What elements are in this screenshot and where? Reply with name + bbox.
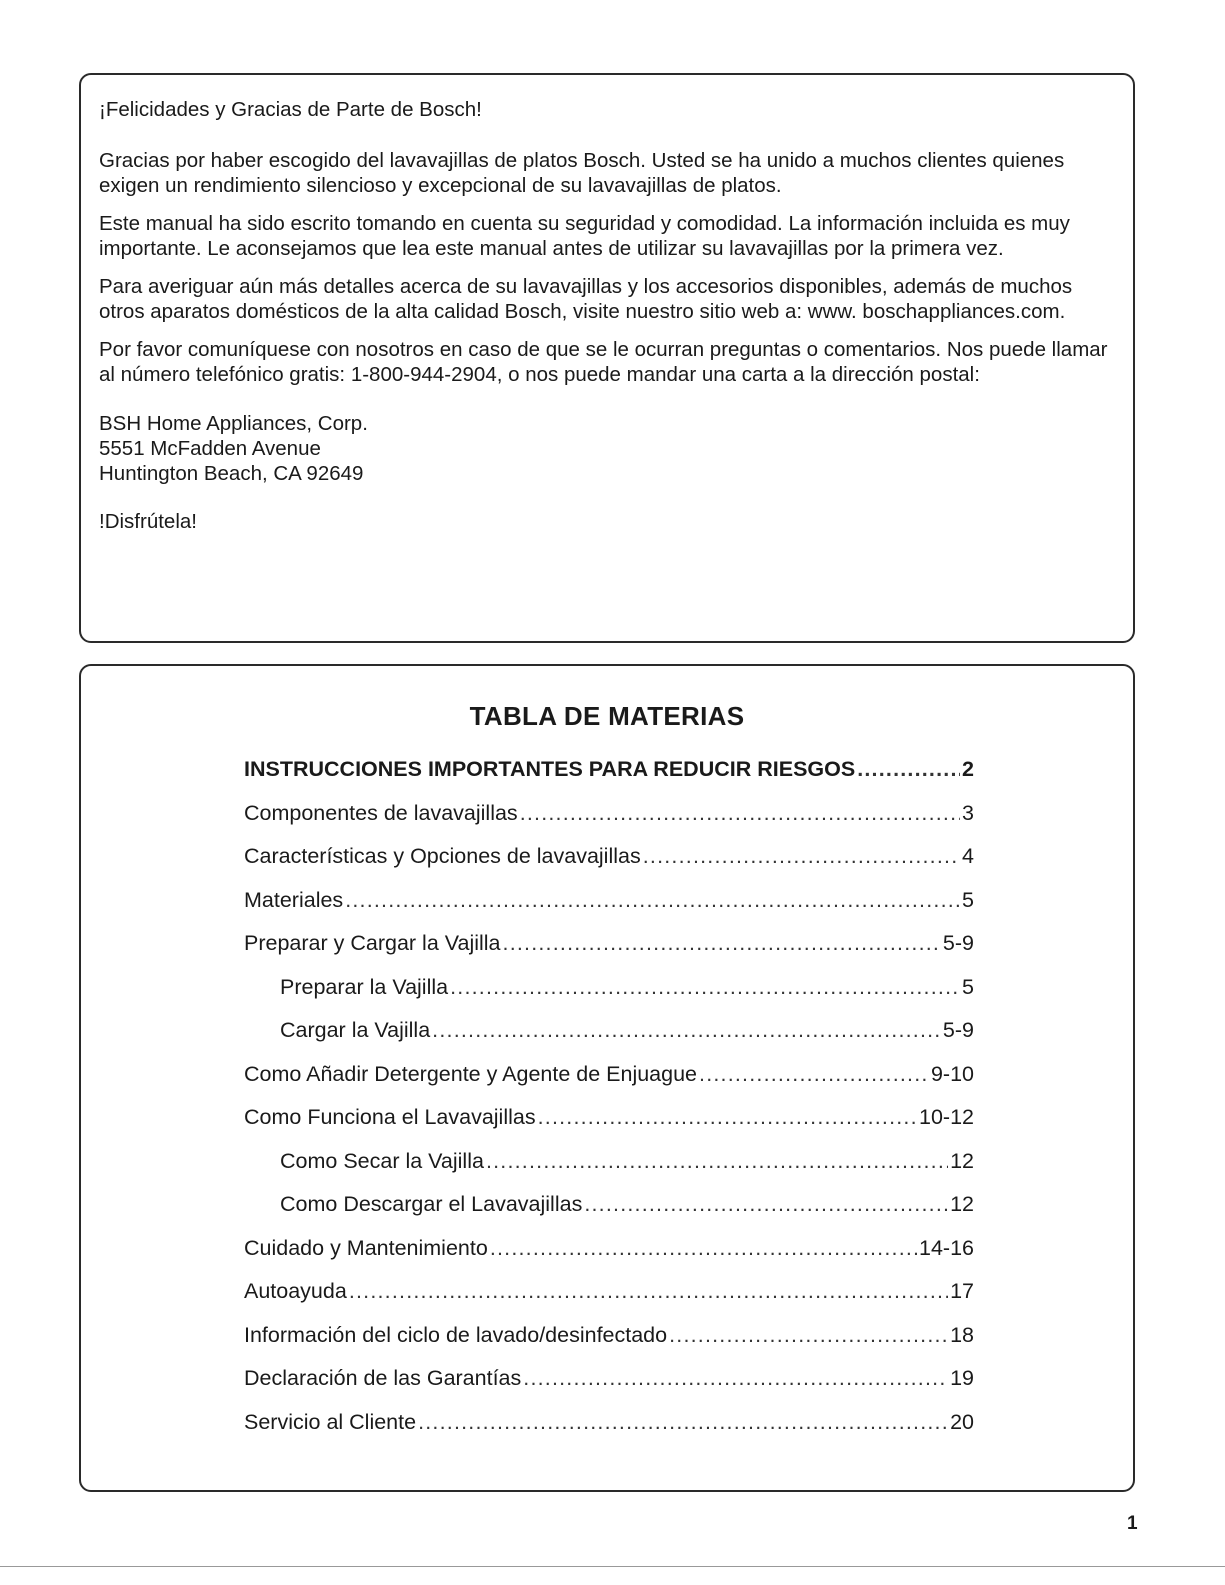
address-line-city: Huntington Beach, CA 92649 (99, 462, 364, 485)
toc-dot-leader (486, 1149, 948, 1174)
toc-entry-label: Como Descargar el Lavavajillas (280, 1192, 583, 1216)
toc-dot-leader (699, 1062, 929, 1087)
greeting: ¡Felicidades y Gracias de Parte de Bosch! (99, 98, 482, 121)
toc-entry-label: Cargar la Vajilla (280, 1018, 431, 1042)
toc-entry-label: Como Secar la Vajilla (280, 1148, 484, 1173)
intro-paragraph-contact: Por favor comuníquese con nosotros en caso de que se le ocurran preguntas o comentarios. Nos puede llamar al número telefónico gratis: 1-800-944-2904, o nos puede mandar una carta a la dirección postal: (99, 338, 1108, 386)
toc-entry (244, 931, 974, 975)
toc-entry-page: 5 (962, 974, 974, 999)
toc-entry-page: 12 (950, 1148, 974, 1173)
toc-entry-label: Preparar y Cargar la Vajilla (244, 931, 501, 955)
intro-paragraph-manual: Este manual ha sido escrito tomando en cuenta su seguridad y comodidad. La información incluida es muy importante. Le aconsejamos que lea este manual antes de utilizar su lavavajillas por la primera vez. (99, 212, 1070, 260)
toc-entry-label: Características y Opciones de lavavajillas (244, 844, 641, 868)
intro-box (79, 73, 1135, 643)
toc-entry-label: Como Añadir Detergente y Agente de Enjuague (244, 1061, 698, 1086)
intro-paragraph-thanks: Gracias por haber escogido del lavavajillas de platos Bosch. Usted se ha unido a muchos clientes quienes exigen un rendimiento silencioso y excepcional de su lavavajillas de platos. (99, 149, 1065, 197)
toc-entry-page: 18 (950, 1322, 974, 1347)
toc-dot-leader (432, 1018, 941, 1043)
toc-entry-label: Cuidado y Mantenimiento (244, 1235, 488, 1260)
toc-entry-label: Preparar la Vajilla (280, 974, 449, 999)
toc-dot-leader (418, 1410, 948, 1435)
toc-entry (244, 1236, 974, 1280)
toc-subentry (244, 975, 974, 1019)
toc-dot-leader (520, 801, 960, 826)
toc-dot-leader (523, 1366, 948, 1391)
toc-entry-page: 5 (962, 887, 974, 912)
toc-entry-page: 17 (950, 1279, 974, 1303)
toc-dot-leader (669, 1323, 948, 1348)
toc-entry (244, 888, 974, 932)
toc-entry-label: Autoayuda (244, 1279, 347, 1303)
toc-entry (244, 1366, 974, 1410)
closing-text: !Disfrútela! (99, 510, 197, 533)
toc-dot-leader (538, 1105, 917, 1130)
toc-entry (244, 757, 974, 801)
toc-entry-page: 19 (950, 1366, 974, 1390)
toc-entry-label: Información del ciclo de lavado/desinfectado (244, 1322, 668, 1347)
bottom-rule (0, 1566, 1225, 1567)
toc-entry-page: 14-16 (919, 1235, 974, 1260)
toc-entry-label: Servicio al Cliente (244, 1409, 417, 1434)
toc-subentry (244, 1192, 974, 1236)
toc-entry (244, 1323, 974, 1367)
toc-dot-leader (345, 888, 960, 913)
toc-entry (244, 1279, 974, 1323)
table-of-contents-box (79, 664, 1135, 1492)
toc-dot-leader (503, 931, 941, 956)
page-number: 1 (1127, 1513, 1138, 1534)
toc-entry-label: Materiales (244, 887, 344, 912)
toc-dot-leader (643, 844, 960, 869)
toc-list (244, 757, 974, 1453)
intro-paragraph-website: Para averiguar aún más detalles acerca de su lavavajillas y los accesorios disponibles, además de muchos otros aparatos domésticos de la alta calidad Bosch, visite nuestro sitio web a: www. boschappliances.com. (99, 275, 1073, 323)
toc-entry-label: Componentes de lavavajillas (244, 800, 518, 825)
toc-entry-page: 12 (950, 1192, 974, 1216)
toc-entry-page: 9-10 (930, 1061, 974, 1086)
address-line-company: BSH Home Appliances, Corp. (99, 412, 368, 435)
toc-dot-leader (857, 757, 960, 782)
toc-entry-page: 4 (962, 844, 974, 868)
toc-entry-label: Como Funciona el Lavavajillas (244, 1105, 536, 1129)
postal-address (99, 411, 1113, 486)
toc-title: TABLA DE MATERIAS (469, 701, 745, 731)
toc-dot-leader (490, 1236, 917, 1261)
toc-dot-leader (349, 1279, 948, 1304)
toc-entry-page: 3 (962, 800, 974, 825)
toc-dot-leader (584, 1192, 948, 1217)
address-line-street: 5551 McFadden Avenue (99, 437, 321, 460)
toc-subentry (244, 1149, 974, 1193)
toc-entry-label: INSTRUCCIONES IMPORTANTES PARA REDUCIR RIESGOS (244, 757, 856, 781)
toc-entry (244, 801, 974, 845)
toc-entry-page: 20 (950, 1409, 974, 1434)
toc-subentry (244, 1018, 974, 1062)
toc-entry-page: 5-9 (942, 1018, 974, 1042)
toc-entry-page: 10-12 (919, 1105, 974, 1129)
toc-entry (244, 1105, 974, 1149)
toc-entry-page: 5-9 (942, 931, 974, 955)
toc-entry-label: Declaración de las Garantías (244, 1366, 522, 1390)
toc-entry (244, 844, 974, 888)
toc-dot-leader (450, 975, 960, 1000)
toc-entry-page: 2 (962, 757, 974, 781)
toc-entry (244, 1410, 974, 1454)
toc-entry (244, 1062, 974, 1106)
